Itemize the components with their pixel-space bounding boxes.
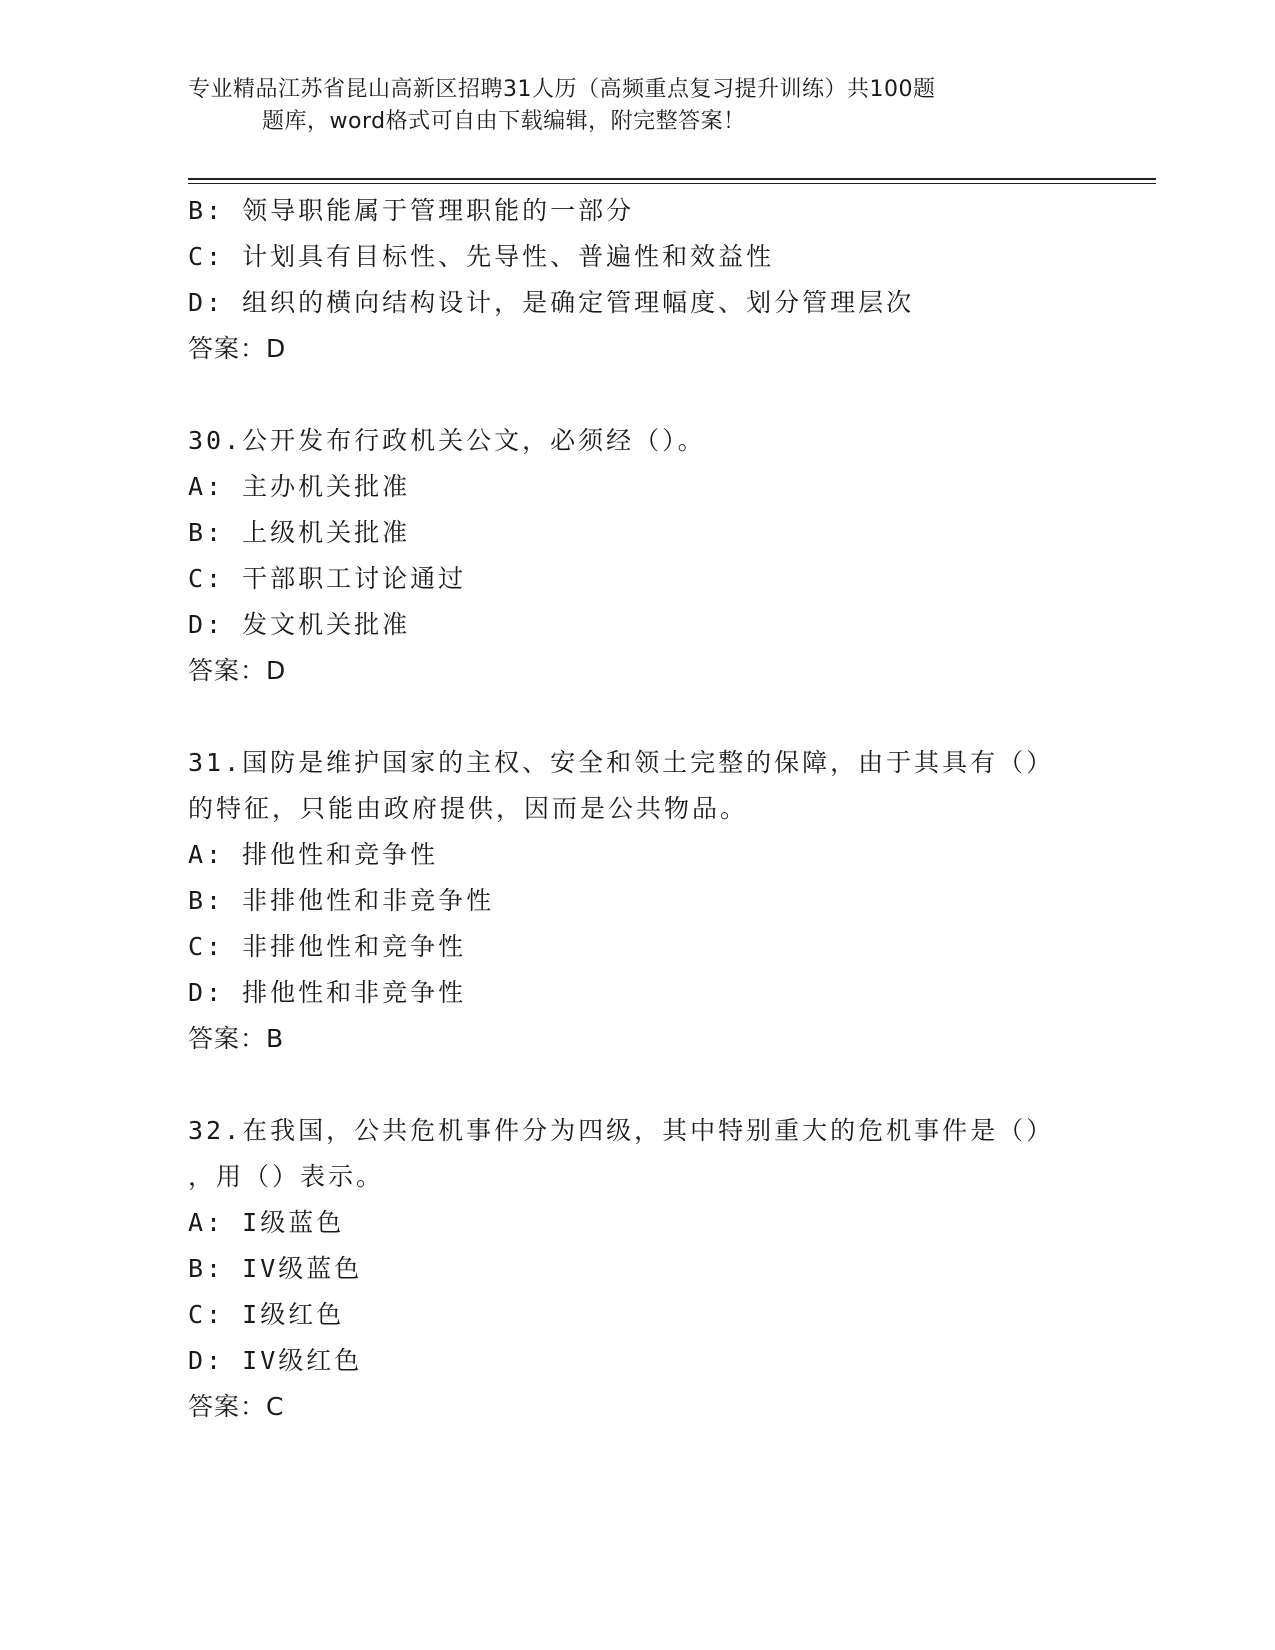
- option-b: B: 非排他性和非竞争性: [188, 886, 495, 915]
- header-rule-thin: [188, 183, 1156, 184]
- spacer: [188, 1062, 1088, 1108]
- answer-line: 答案：B: [188, 1024, 285, 1053]
- question-stem-continued: ，用（）表示。: [188, 1162, 385, 1191]
- answer-line: 答案：D: [188, 656, 287, 685]
- option-b: B: 上级机关批准: [188, 518, 411, 547]
- question-stem: 30.公开发布行政机关公文，必须经（）。: [188, 426, 706, 455]
- option-a: A: 排他性和竞争性: [188, 840, 439, 869]
- option-d: D: IV级红色: [188, 1346, 363, 1375]
- spacer: [188, 694, 1088, 740]
- document-header: [188, 74, 1068, 138]
- option-c: C: 非排他性和竞争性: [188, 932, 467, 961]
- option-a: A: I级蓝色: [188, 1208, 345, 1237]
- option-d: D: 组织的横向结构设计，是确定管理幅度、划分管理层次: [188, 288, 915, 317]
- option-b: B: IV级蓝色: [188, 1254, 363, 1283]
- question-stem: 31.国防是维护国家的主权、安全和领土完整的保障，由于其具有（）: [188, 748, 1055, 777]
- header-rule-thick: [188, 178, 1156, 180]
- question-29-continued: [188, 188, 1088, 372]
- answer-line: 答案：C: [188, 1392, 285, 1421]
- option-b: B: 领导职能属于管理职能的一部分: [188, 196, 635, 225]
- question-stem: 32.在我国，公共危机事件分为四级，其中特别重大的危机事件是（）: [188, 1116, 1055, 1145]
- header-title-line-1: 专业精品江苏省昆山高新区招聘31人历（高频重点复习提升训练）共100题: [188, 77, 936, 102]
- answer-line: 答案：D: [188, 334, 287, 363]
- question-30: [188, 418, 1088, 694]
- question-31: [188, 740, 1088, 1062]
- header-title-line-2: 题库，word格式可自由下载编辑，附完整答案！: [262, 109, 746, 134]
- question-stem-continued: 的特征，只能由政府提供，因而是公共物品。: [188, 794, 749, 823]
- document-body: [188, 188, 1088, 1430]
- option-c: C: 干部职工讨论通过: [188, 564, 467, 593]
- option-a: A: 主办机关批准: [188, 472, 411, 501]
- option-c: C: 计划具有目标性、先导性、普遍性和效益性: [188, 242, 775, 271]
- option-c: C: I级红色: [188, 1300, 345, 1329]
- question-32: [188, 1108, 1088, 1430]
- spacer: [188, 372, 1088, 418]
- option-d: D: 排他性和非竞争性: [188, 978, 467, 1007]
- option-d: D: 发文机关批准: [188, 610, 411, 639]
